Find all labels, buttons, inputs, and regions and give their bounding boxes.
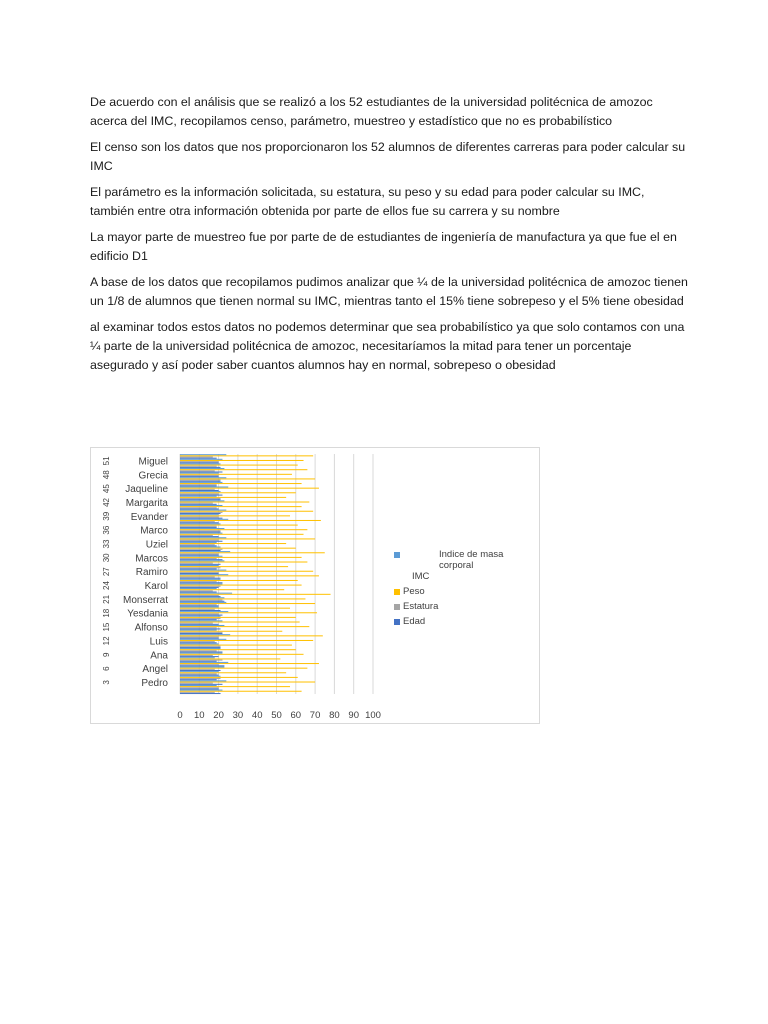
- bar-indice-de-masa-corporal-imc: [180, 482, 222, 483]
- row-number-tick: 48: [102, 470, 111, 480]
- bar-estatura: [180, 461, 219, 462]
- bar-peso: [180, 474, 292, 475]
- bar-edad: [180, 652, 222, 653]
- row-number-tick: 30: [102, 553, 111, 563]
- bar-estatura: [180, 493, 219, 494]
- bar-edad: [180, 555, 219, 556]
- bar-edad: [180, 476, 219, 477]
- bar-estatura: [180, 535, 213, 536]
- bar-peso: [180, 677, 298, 678]
- bar-estatura: [180, 627, 217, 628]
- bar-peso: [180, 529, 307, 530]
- bar-indice-de-masa-corporal-imc: [180, 653, 222, 654]
- bar-estatura: [180, 577, 215, 578]
- name-label: Miguel: [138, 456, 168, 468]
- bar-indice-de-masa-corporal-imc: [180, 579, 221, 580]
- bar-estatura: [180, 632, 222, 633]
- row-number-tick: 42: [102, 498, 111, 507]
- bar-indice-de-masa-corporal-imc: [180, 620, 222, 621]
- bar-peso: [180, 575, 319, 576]
- bar-estatura: [180, 673, 217, 674]
- bar-estatura: [180, 623, 213, 624]
- bar-edad: [180, 458, 217, 459]
- bar-edad: [180, 615, 222, 616]
- bar-edad: [180, 490, 219, 491]
- x-tick-label: 70: [309, 710, 321, 721]
- bar-edad: [180, 485, 217, 486]
- bar-estatura: [180, 484, 217, 485]
- bar-edad: [180, 633, 222, 634]
- bar-estatura: [180, 544, 215, 545]
- bar-indice-de-masa-corporal-imc: [180, 560, 224, 561]
- bar-peso: [180, 658, 280, 659]
- bar-peso: [180, 488, 319, 489]
- bar-edad: [180, 670, 221, 671]
- bar-edad: [180, 550, 221, 551]
- bar-peso: [180, 506, 302, 507]
- bar-edad: [180, 647, 221, 648]
- paragraph: La mayor parte de muestreo fue por parte de de estudiantes de ingeniería de manufactura ya que fue el en edificio D1: [90, 230, 677, 263]
- bar-indice-de-masa-corporal-imc: [180, 556, 222, 557]
- bar-edad: [180, 587, 219, 588]
- legend-label-estatura: Estatura: [403, 601, 439, 612]
- bar-edad: [180, 508, 219, 509]
- bar-indice-de-masa-corporal-imc: [180, 523, 221, 524]
- paragraph: El censo son los datos que nos proporcionaron los 52 alumnos de diferentes carreras para poder calcular su IMC: [90, 140, 686, 173]
- bar-estatura: [180, 563, 213, 564]
- chart-frame: [90, 447, 540, 724]
- bar-peso: [180, 622, 300, 623]
- bar-peso: [180, 672, 286, 673]
- legend-item-estatura: [394, 601, 539, 612]
- bar-estatura: [180, 637, 219, 638]
- row-number-tick: 33: [102, 539, 111, 549]
- bar-edad: [180, 573, 219, 574]
- bar-estatura: [180, 475, 219, 476]
- row-number-tick: 3: [102, 680, 111, 685]
- bar-peso: [180, 598, 305, 599]
- bar-peso: [180, 552, 325, 553]
- bar-edad: [180, 462, 219, 463]
- bar-estatura: [180, 572, 219, 573]
- bar-estatura: [180, 646, 221, 647]
- row-number-tick: 12: [102, 636, 111, 646]
- bar-peso: [180, 469, 307, 470]
- bar-estatura: [180, 507, 217, 508]
- bar-peso: [180, 520, 321, 521]
- bar-indice-de-masa-corporal-imc: [180, 643, 219, 644]
- bar-peso: [180, 543, 286, 544]
- bar-indice-de-masa-corporal-imc: [180, 519, 228, 520]
- bar-indice-de-masa-corporal-imc: [180, 574, 228, 575]
- bar-peso: [180, 603, 315, 604]
- bar-indice-de-masa-corporal-imc: [180, 487, 228, 488]
- legend-swatch-imc: [394, 552, 400, 558]
- bar-edad: [180, 527, 217, 528]
- bar-indice-de-masa-corporal-imc: [180, 685, 217, 686]
- x-tick-label: 50: [271, 710, 282, 721]
- legend-label-edad: Edad: [403, 616, 426, 627]
- x-tick-label: 20: [213, 710, 224, 721]
- bar-estatura: [180, 613, 219, 614]
- bar-indice-de-masa-corporal-imc: [180, 528, 224, 529]
- name-label: Pedro: [141, 677, 168, 689]
- bar-estatura: [180, 503, 213, 504]
- bar-edad: [180, 513, 221, 514]
- bar-peso: [180, 455, 313, 456]
- bar-peso: [180, 534, 304, 535]
- bar-edad: [180, 467, 221, 468]
- bar-edad: [180, 679, 217, 680]
- bar-estatura: [180, 664, 219, 665]
- bar-indice-de-masa-corporal-imc: [180, 616, 221, 617]
- bar-peso: [180, 635, 323, 636]
- bar-peso: [180, 654, 304, 655]
- bar-peso: [180, 617, 296, 618]
- name-label: Ramiro: [135, 567, 168, 579]
- bar-indice-de-masa-corporal-imc: [180, 676, 221, 677]
- row-number-tick: 21: [102, 594, 111, 604]
- bar-estatura: [180, 480, 221, 481]
- bar-edad: [180, 684, 222, 685]
- bar-estatura: [180, 655, 213, 656]
- bar-indice-de-masa-corporal-imc: [180, 500, 224, 501]
- bar-indice-de-masa-corporal-imc: [180, 459, 222, 460]
- bar-edad: [180, 536, 219, 537]
- bar-indice-de-masa-corporal-imc: [180, 657, 215, 658]
- bar-estatura: [180, 466, 217, 467]
- bar-estatura: [180, 567, 221, 568]
- bar-peso: [180, 663, 319, 664]
- x-tick-label: 90: [348, 710, 359, 721]
- bar-peso: [180, 580, 298, 581]
- bar-edad: [180, 675, 219, 676]
- bar-estatura: [180, 678, 221, 679]
- legend-label-peso: Peso: [403, 586, 425, 597]
- bar-edad: [180, 578, 221, 579]
- bar-indice-de-masa-corporal-imc: [180, 463, 221, 464]
- bar-indice-de-masa-corporal-imc: [180, 551, 230, 552]
- bar-peso: [180, 465, 298, 466]
- bar-peso: [180, 483, 302, 484]
- bar-peso: [180, 492, 296, 493]
- bar-peso: [180, 608, 290, 609]
- legend-item-peso: [394, 586, 539, 597]
- legend-label-imc-line1: Indice de masa corporal: [439, 549, 504, 571]
- bar-peso: [180, 562, 307, 563]
- name-label: Yesdania: [127, 608, 168, 620]
- bar-edad: [180, 522, 219, 523]
- bar-edad: [180, 596, 221, 597]
- bar-edad: [180, 518, 222, 519]
- bar-indice-de-masa-corporal-imc: [180, 583, 222, 584]
- bar-estatura: [180, 660, 222, 661]
- bar-estatura: [180, 692, 215, 693]
- bar-peso: [180, 691, 302, 692]
- bar-edad: [180, 472, 222, 473]
- bar-estatura: [180, 498, 221, 499]
- x-tick-label: 30: [232, 710, 244, 721]
- name-label: Ana: [150, 650, 168, 662]
- bar-indice-de-masa-corporal-imc: [180, 491, 221, 492]
- bar-edad: [180, 628, 221, 629]
- bar-peso: [180, 566, 288, 567]
- bar-estatura: [180, 526, 217, 527]
- name-label: Angel: [142, 664, 168, 676]
- bar-edad: [180, 582, 222, 583]
- bar-peso: [180, 686, 290, 687]
- bar-peso: [180, 585, 302, 586]
- bar-peso: [180, 502, 309, 503]
- bar-edad: [180, 605, 219, 606]
- document-body: [90, 93, 690, 382]
- name-label: Margarita: [125, 497, 168, 509]
- bar-peso: [180, 538, 315, 539]
- bar-estatura: [180, 553, 219, 554]
- bar-estatura: [180, 512, 222, 513]
- legend-item-edad: [394, 616, 539, 627]
- bar-edad: [180, 495, 222, 496]
- x-tick-label: 100: [365, 710, 381, 721]
- bar-indice-de-masa-corporal-imc: [180, 634, 230, 635]
- bar-estatura: [180, 600, 222, 601]
- bar-edad: [180, 688, 219, 689]
- bar-edad: [180, 624, 219, 625]
- bar-peso: [180, 645, 292, 646]
- bar-indice-de-masa-corporal-imc: [180, 454, 226, 455]
- bar-edad: [180, 693, 221, 694]
- bar-edad: [180, 592, 217, 593]
- bar-indice-de-masa-corporal-imc: [180, 547, 221, 548]
- name-label: Marcos: [135, 553, 168, 565]
- paragraph: al examinar todos estos datos no podemos determinar que sea probabilístico ya que solo contamos con una ¼ parte de la universidad politécnica de amozoc, necesitaríamos la mitad para tener un porcentaje asegurado y así poder saber cuantos alumnos hay en normal, sobrepeso o obesidad: [90, 320, 685, 372]
- bar-estatura: [180, 618, 221, 619]
- bar-peso: [180, 649, 296, 650]
- bar-estatura: [180, 549, 222, 550]
- bar-edad: [180, 481, 221, 482]
- bar-peso: [180, 612, 317, 613]
- bar-edad: [180, 661, 217, 662]
- bar-peso: [180, 511, 313, 512]
- row-number-tick: 18: [102, 608, 111, 618]
- name-label: Luis: [149, 636, 168, 648]
- row-number-tick: 39: [102, 511, 111, 521]
- name-label: Marco: [140, 525, 168, 537]
- bar-indice-de-masa-corporal-imc: [180, 630, 217, 631]
- bar-estatura: [180, 586, 221, 587]
- bar-estatura: [180, 517, 219, 518]
- row-number-tick: 27: [102, 567, 111, 577]
- name-label: Uziel: [145, 539, 168, 551]
- name-label: Karol: [144, 581, 168, 593]
- paragraph: El parámetro es la información solicitada, su estatura, su peso y su edad para poder calcular su IMC, también entre otra información obtenida por parte de ellos fue su carrera y su nombre: [90, 185, 645, 218]
- row-number-tick: 51: [102, 456, 111, 466]
- row-number-tick: 36: [102, 525, 111, 535]
- bar-estatura: [180, 521, 215, 522]
- bar-peso: [180, 640, 313, 641]
- legend-label-imc: [403, 549, 539, 582]
- bar-indice-de-masa-corporal-imc: [180, 607, 219, 608]
- bar-edad: [180, 656, 219, 657]
- name-label: Alfonso: [134, 622, 168, 634]
- x-tick-label: 80: [329, 710, 340, 721]
- x-tick-label: 60: [290, 710, 302, 721]
- legend-swatch-peso: [394, 589, 400, 595]
- bar-estatura: [180, 540, 219, 541]
- bar-edad: [180, 568, 217, 569]
- bar-estatura: [180, 558, 217, 559]
- bar-indice-de-masa-corporal-imc: [180, 597, 224, 598]
- bar-edad: [180, 642, 217, 643]
- bar-indice-de-masa-corporal-imc: [180, 514, 219, 515]
- bar-edad: [180, 638, 219, 639]
- bar-estatura: [180, 604, 217, 605]
- bar-indice-de-masa-corporal-imc: [180, 671, 219, 672]
- bar-indice-de-masa-corporal-imc: [180, 477, 226, 478]
- paragraph: A base de los datos que recopilamos pudimos analizar que ¼ de la universidad politécnica de amozoc tienen un 1/8 de alumnos que tienen normal su IMC, mientras tanto el 15% tiene sobrepeso y el 5% tiene obesidad: [90, 275, 688, 308]
- bar-indice-de-masa-corporal-imc: [180, 662, 228, 663]
- bar-peso: [180, 515, 290, 516]
- row-number-tick: 24: [102, 581, 111, 590]
- bar-peso: [180, 571, 313, 572]
- paragraph: De acuerdo con el análisis que se realizó a los 52 estudiantes de la universidad politécnica de amozoc acerca del IMC, recopilamos censo, parámetro, muestreo y estadístico que no es probabilístico: [90, 95, 653, 128]
- row-number-tick: 15: [102, 622, 111, 632]
- bar-edad: [180, 504, 217, 505]
- bar-peso: [180, 668, 307, 669]
- bar-indice-de-masa-corporal-imc: [180, 468, 224, 469]
- legend-swatch-estatura: [394, 604, 400, 610]
- bar-indice-de-masa-corporal-imc: [180, 611, 228, 612]
- bar-indice-de-masa-corporal-imc: [180, 602, 226, 603]
- x-tick-label: 40: [251, 710, 263, 721]
- bar-indice-de-masa-corporal-imc: [180, 588, 217, 589]
- bar-indice-de-masa-corporal-imc: [180, 625, 224, 626]
- bar-peso: [180, 548, 296, 549]
- bar-estatura: [180, 687, 219, 688]
- bar-edad: [180, 665, 224, 666]
- row-number-tick: 45: [102, 484, 111, 494]
- bar-indice-de-masa-corporal-imc: [180, 680, 226, 681]
- bar-estatura: [180, 470, 215, 471]
- bar-peso: [180, 594, 331, 595]
- bar-peso: [180, 478, 315, 479]
- legend-swatch-edad: [394, 619, 400, 625]
- bar-estatura: [180, 457, 213, 458]
- bar-indice-de-masa-corporal-imc: [180, 505, 222, 506]
- bar-peso: [180, 626, 309, 627]
- bar-peso: [180, 460, 304, 461]
- bar-indice-de-masa-corporal-imc: [180, 533, 222, 534]
- bar-edad: [180, 532, 221, 533]
- bar-edad: [180, 564, 221, 565]
- bar-estatura: [180, 530, 221, 531]
- bar-edad: [180, 499, 221, 500]
- bar-edad: [180, 619, 217, 620]
- bar-indice-de-masa-corporal-imc: [180, 570, 226, 571]
- bar-indice-de-masa-corporal-imc: [180, 565, 219, 566]
- x-tick-label: 10: [194, 710, 205, 721]
- bar-indice-de-masa-corporal-imc: [180, 473, 219, 474]
- bar-estatura: [180, 595, 219, 596]
- bar-peso: [180, 497, 286, 498]
- bar-indice-de-masa-corporal-imc: [180, 639, 226, 640]
- name-label: Monserrat: [122, 594, 168, 606]
- bar-indice-de-masa-corporal-imc: [180, 690, 222, 691]
- bar-indice-de-masa-corporal-imc: [180, 667, 224, 668]
- bar-estatura: [180, 489, 215, 490]
- chart-legend: [394, 549, 539, 631]
- legend-item-imc: [394, 549, 539, 582]
- bar-peso: [180, 682, 315, 683]
- bar-estatura: [180, 609, 215, 610]
- legend-label-imc-line2: IMC: [412, 571, 430, 582]
- bar-edad: [180, 610, 221, 611]
- bar-peso: [180, 525, 298, 526]
- row-number-tick: 9: [102, 652, 111, 657]
- bar-indice-de-masa-corporal-imc: [180, 542, 217, 543]
- bar-estatura: [180, 641, 215, 642]
- bar-estatura: [180, 683, 213, 684]
- bar-estatura: [180, 581, 217, 582]
- bar-edad: [180, 601, 224, 602]
- bar-indice-de-masa-corporal-imc: [180, 496, 217, 497]
- row-number-tick: 6: [102, 666, 111, 671]
- bar-peso: [180, 589, 284, 590]
- bar-estatura: [180, 590, 213, 591]
- x-tick-label: 0: [177, 710, 183, 721]
- bar-indice-de-masa-corporal-imc: [180, 510, 226, 511]
- bar-peso: [180, 631, 282, 632]
- bar-edad: [180, 545, 217, 546]
- bar-indice-de-masa-corporal-imc: [180, 537, 226, 538]
- bar-estatura: [180, 650, 217, 651]
- bar-peso: [180, 557, 302, 558]
- name-label: Evander: [130, 511, 168, 523]
- bar-edad: [180, 541, 222, 542]
- name-label: Jaqueline: [125, 484, 168, 496]
- bar-indice-de-masa-corporal-imc: [180, 593, 232, 594]
- name-label: Grecia: [138, 470, 168, 482]
- bar-estatura: [180, 669, 215, 670]
- bar-indice-de-masa-corporal-imc: [180, 648, 221, 649]
- bar-edad: [180, 559, 222, 560]
